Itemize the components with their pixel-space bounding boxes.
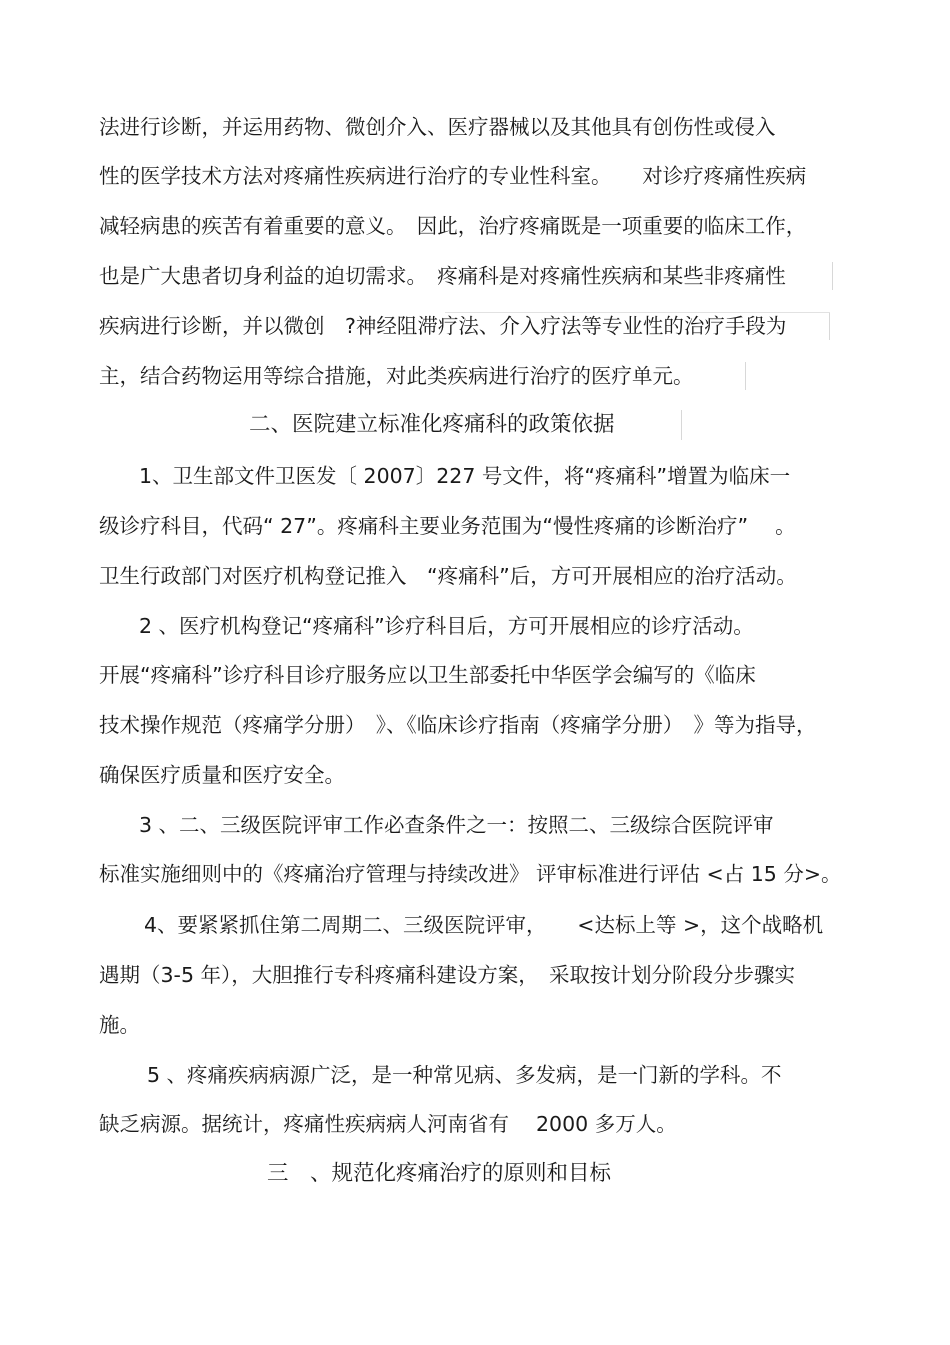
text-line: 1、卫生部文件卫医发〔 2007〕227 号文件，将“疼痛科”增置为临床一 <box>139 464 791 488</box>
text-line: 5 、疼痛疾病病源广泛，是一种常见病、多发病，是一门新的学科。不 <box>147 1063 782 1087</box>
text-line: 法进行诊断，并运用药物、微创介入、医疗器械以及其他具有创伤性或侵入 <box>99 115 776 139</box>
text-line: 卫生行政部门对医疗机构登记推入 “疼痛科”后，方可开展相应的治疗活动。 <box>99 564 797 588</box>
text-line: 减轻病患的疾苦有着重要的意义。 因此，治疗疼痛既是一项重要的临床工作， <box>99 214 807 238</box>
text-line: 确保医疗质量和医疗安全。 <box>99 763 345 787</box>
text-line: 主，结合药物运用等综合措施，对此类疾病进行治疗的医疗单元。 <box>99 364 694 388</box>
scan-artifact-line <box>445 312 830 313</box>
text-line: 遇期（3-5 年），大胆推行专科疼痛科建设方案， 采取按计划分阶段分步骤实 <box>99 963 795 987</box>
text-line: 2 、医疗机构登记“疼痛科”诊疗科目后，方可开展相应的诊疗活动。 <box>139 614 754 638</box>
scan-artifact-line <box>832 262 833 290</box>
text-line: 3 、二、三级医院评审工作必查条件之一：按照二、三级综合医院评审 <box>139 813 774 837</box>
text-line: 施。 <box>99 1013 140 1037</box>
text-line: 级诊疗科目，代码“ 27”。疼痛科主要业务范围为“慢性疼痛的诊断治疗” 。 <box>99 514 796 538</box>
scan-artifact-line <box>681 410 682 440</box>
scan-artifact-line <box>829 312 830 340</box>
text-line: 缺乏病源。据统计，疼痛性疾病病人河南省有 2000 多万人。 <box>99 1112 677 1136</box>
text-line: 4、要紧紧抓住第二周期二、三级医院评审， <达标上等 >，这个战略机 <box>144 913 824 937</box>
text-line: 也是广大患者切身利益的迫切需求。 疼痛科是对疼痛性疾病和某些非疼痛性 <box>99 264 786 288</box>
text-line: 开展“疼痛科”诊疗科目诊疗服务应以卫生部委托中华医学会编写的《临床 <box>99 663 756 687</box>
scan-artifact-line <box>745 362 746 390</box>
text-line: 标准实施细则中的《疼痛治疗管理与持续改进》 评审标准进行评估 <占 15 分>。 <box>99 862 842 886</box>
text-line: 疾病进行诊断，并以微创 ?神经阻滞疗法、介入疗法等专业性的治疗手段为 <box>99 314 787 338</box>
text-line: 技术操作规范（疼痛学分册） 》、《临床诊疗指南（疼痛学分册） 》等为指导， <box>99 713 817 737</box>
text-line: 性的医学技术方法对疼痛性疾病进行治疗的专业性科室。 对诊疗疼痛性疾病 <box>99 164 807 188</box>
section-heading-3: 三 、规范化疼痛治疗的原则和目标 <box>267 1161 612 1186</box>
section-heading-2: 二、医院建立标准化疼痛科的政策依据 <box>249 412 615 437</box>
